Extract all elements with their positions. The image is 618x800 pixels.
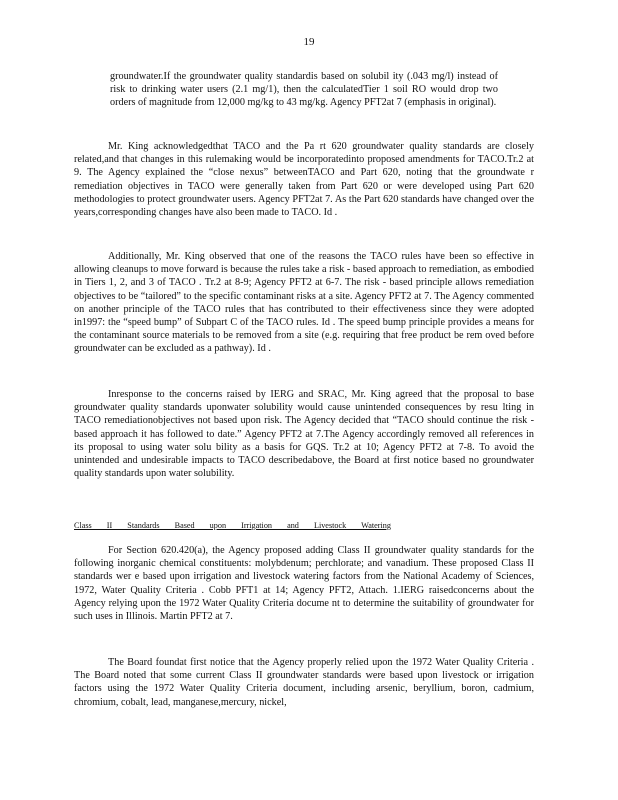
block-quote: groundwater.If the groundwater quality standardis based on solubil ity (.043 mg/l) instead of risk to drinking water users (2.1 mg/1), then the calculatedTier 1 soil RO would drop two orders of magnitude from 12,000 mg/kg to 43 mg/kg. Agency PFT2at 7 (emphasis in original). — [110, 71, 498, 109]
paragraph-board-finding — [74, 656, 534, 709]
section-heading: Class II Standards Based upon Irrigation and Livestock Watering — [74, 521, 391, 530]
paragraph-text: Inresponse to the concerns raised by IERG and SRAC, Mr. King agreed that the proposal to base groundwater quality standards uponwater solubility would cause unintended consequences by resu lting in TACO remediationobjectives not based upon risk. The Agency decided that “TACO should continue the risk - based approach it has followed to date.” Agency PFT2 at 7.The Agency accordingly removed all references in its proposal to using water solu bility as a basis for GQS. Tr.2 at 10; Agency PFT2 at 7-8. To avoid the unintended and undesirable impacts to TACO describedabove, the Board at first notice based no groundwater quality standards upon water solubility. — [74, 389, 534, 480]
paragraph-risk-based-approach — [74, 250, 534, 356]
paragraph-text: Mr. King acknowledgedthat TACO and the Pa rt 620 groundwater quality standards are closely related,and that changes in this rulemaking would be incorporatedinto proposed amendments for TACO.Tr.2 at 9. The Agency explained the “close nexus” betweenTACO and Part 620, noting that the groundwate r remediation objectives in TACO were generally taken from Part 620 or were developed using Part 620 methodologies to protect groundwater users. Agency PFT2at 7. As the Part 620 standards have changed over the years,corresponding changes have also been made to TACO. Id . — [74, 141, 534, 219]
paragraph-text: For Section 620.420(a), the Agency proposed adding Class II groundwater quality standards for the following inorganic chemical constituents: molybdenum; perchlorate; and vanadium. These proposed Class II standards wer e based upon irrigation and livestock watering factors from the National Academy of Sciences, 1972, Water Quality Criteria . Cobb PFT1 at 14; Agency PFT2, Attach. 1.IERG raisedconcerns about the Agency relying upon the 1972 Water Quality Criteria docume nt to determine the suitability of groundwater for such uses in Illinois. Martin PFT2 at 7. — [74, 545, 534, 623]
paragraph-section-620-420 — [74, 544, 534, 623]
paragraph-text: The Board foundat first notice that the Agency properly relied upon the 1972 Water Quality Criteria . The Board noted that some current Class II groundwater standards were based upon livestock or irrigation factors using the 1972 Water Quality Criteria document, including arsenic, beryllium, boron, cadmium, chromium, cobalt, lead, manganese,mercury, nickel, — [74, 657, 534, 708]
paragraph-tacos-relationship — [74, 140, 534, 219]
page-number: 19 — [303, 36, 315, 48]
paragraph-text: Additionally, Mr. King observed that one of the reasons the TACO rules have been so effective in allowing cleanups to move forward is because the rules take a risk - based approach to remediation, as embodied in Tiers 1, 2, and 3 of TACO . Tr.2 at 8-9; Agency PFT2 at 6-7. The risk - based principle allows remediation objectives to be “tailored” to the specific contaminant risks at a site. Agency PFT2 at 7. The Agency commented on another principle of the TACO rules that has contributed to their effectiveness since they were adopted in1997: the “speed bump” of Subpart C of the TACO rules. Id . The speed bump principle provides a means for the contaminant source materials to be removed from a site (e.g. requiring that free product be rem oved before groundwater can be excluded as a pathway). Id . — [74, 251, 534, 355]
paragraph-response-to-concerns — [74, 388, 534, 480]
